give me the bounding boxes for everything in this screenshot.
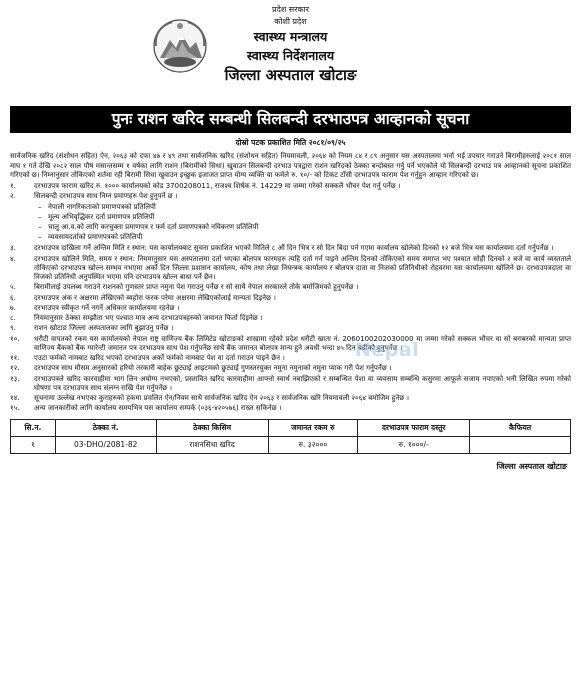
- item-text: राशन खोटाङ जिल्ला अस्पतालका लागि बुझाउनु पर्नेछ ।: [34, 324, 174, 333]
- item-text: दरभाउपत्र खोलिने मिति, समय र स्थान: नियमानुसार यस अस्पतालमा दर्ता भएका बोलपत्र फारमहरु त्यहि दर्ता गर्न पाइने अन्तिम दिनको तोकिएको समय समाप्त भए पश्चात सोही दिनको २ बजे वा कार्य व्यस्तताले तोकिएको दरभाउपत्र खोल्न सम्भव नभएमा अर्को दिन जिल्ला प्रशासन कार्यालय, कोष तथा लेखा नियन्त्रक कार्यालय र बोलपत्र दाता वा निजको प्रतिनिधीको रोहवरमा यस कार्यालयमा खोलिने छ। दरभाउपत्रदाता वा निजको प्रतिनिधी अनुपस्थित भएमा पनि दरभाउपत्र खोल्न बाधा पर्ने छैन।: [34, 254, 571, 282]
- signature-line: जिल्ला अस्पताल खोटाङ: [496, 462, 567, 472]
- required-documents-list: [34, 203, 571, 243]
- item-number: ४.: [10, 254, 16, 263]
- item-number: २.: [10, 192, 16, 201]
- sub-item: – नेपाली नागरिकताको प्रमाणपत्रको प्रतिलिपी: [38, 202, 156, 211]
- item-number: ६.: [10, 293, 16, 302]
- sub-item: – व्यवसायदर्ताको प्रमाणपत्रको प्रतिलिपी: [38, 233, 143, 242]
- column-header: ठेक्का नं.: [55, 420, 156, 437]
- table-cell: 03-DHO/2081-82: [55, 437, 156, 454]
- letterhead: [10, 4, 571, 104]
- ministry-name: स्वास्थ्य मन्त्रालय: [253, 29, 328, 45]
- sub-item: – मूल्य अभिवृद्धिकर दर्ता प्रमाणपत्र प्रतिलिपी: [38, 212, 155, 221]
- item-text: दरभाउपत्र साथ मौसम अनुसारको हरियो तरकारी बाहेक छुट्याई आइटमको छुट्याई गुणस्तरयुक्त नमुना नमुनाको नमुना प्याक गरी पेश गर्नुपर्नेछ ।: [34, 364, 392, 373]
- table-header-row: [11, 420, 571, 437]
- column-header: सि.न.: [11, 420, 56, 437]
- condition-item: [10, 244, 571, 253]
- item-number: ७.: [10, 303, 16, 312]
- item-text: नियमानुसार ठेक्का सम्झौता भए पश्चात मात्र अन्य दरभाउपत्रहरुको जमानत फिर्ता दिइनेछ ।: [34, 314, 263, 323]
- condition-item: [10, 354, 571, 363]
- column-header: कैफियत: [470, 420, 571, 437]
- column-header: दरभाउपत्र फाराम दस्तुर: [358, 420, 470, 437]
- item-text: दरभाउपत्रले खरिद कारवाहीमा भाग लिन अयोग्य नभएको, प्रस्तावित खरिद कारवाहीमा आफ्नो स्वार्थ नबाझिएको र सम्बन्धित पेशा वा व्यवसाय सम्बन्धि कसुरमा आफूले सजाय नपाएको भनी लिखित रुपमा गरेको घोषणा पत्र दरभाउपत्र साथ संलग्न राखि पेश गर्नुपर्नेछ ।: [34, 374, 571, 392]
- column-header: ठेक्का किसिम: [156, 420, 268, 437]
- condition-item: [10, 192, 571, 243]
- column-header: जमानत रकम रु: [268, 420, 358, 437]
- contract-table: [10, 419, 571, 454]
- condition-item: [10, 375, 571, 393]
- condition-item: [10, 335, 571, 353]
- sub-item: – चालु आ.व.को लागि करचुक्ता प्रमाणपत्र र फर्म दर्ता प्रमाणपत्रको नविकरण प्रतिलिपी: [38, 222, 259, 231]
- item-text: सिलबन्दी दरभाउपत्र साथ निम्न प्रमाणहरु पेश हुनुपर्ने छ ।: [34, 192, 178, 201]
- item-number: ९.: [10, 324, 16, 333]
- government-line: प्रदेश सरकार: [272, 5, 309, 14]
- item-number: ३.: [10, 244, 16, 253]
- item-text: दरभाउपत्र दाखिला गर्ने अन्तिम मिति र स्थान: यस कार्यालयबाट सुचना प्रकाशित भएको मितिले ८ औं दिन भित्र र सो दिन बिदा पर्न गएमा कार्यालय खोलेको दिनको १२ बजे भित्र यस कार्यालयमा दर्ता गर्नुपर्नेछ ।: [34, 244, 554, 253]
- intro-paragraph: सार्वजनिक खरिद (संशोधन सहित) ऐन, २०६३ को दफा ४७ र ४९ तथा सार्वजनिक खरिद (संशोधन सहित) नियमावली, २०६४ को नियम ८४ र ८९ अनुसार यस अस्पतालमा भर्ना भई उपचार गराउने बिरामीहरुलाई २०८१ साल माघ १ गते देखि २०८२ साल पौष मसान्तसम्म १ वर्षका लागि राशन (बिरामीको सिधा) खुवाउन सिलबन्दी दरभाउ पत्रद्वारा राशन खरिदको ठेक्का बन्दोबस्त गर्नु पर्ने भएकोले यो सिलबन्दी दरभाउ पत्र आव्हानको सूचना प्रकाशित गरिएको छ। निम्नानुसार तोकिएको शर्तमा रही बिरामी सिधा खुवाउन इच्छुक इजाजत प्राप्त योग्य व्यक्ति वा फर्मले रु. १०/- को टिकट टाँसी दरभाउपत्र फाराम पेश गर्नुहुन आव्हान गरिएको छ।: [10, 152, 571, 179]
- item-number: ५.: [10, 283, 16, 292]
- condition-item: [10, 182, 571, 191]
- item-number: ११.: [10, 354, 20, 363]
- condition-item: [10, 283, 571, 292]
- notice-title: पुनः राशन खरिद सम्बन्धी सिलबन्दी दरभाउपत्र आव्हानको सूचना: [10, 106, 571, 133]
- item-text: अन्य जानकारीको लागि कार्यालय समयभित्र यस कार्यालय सम्पर्क (०३६-४२०५७६) राख्न सकिनेछ ।: [34, 404, 282, 413]
- province-line: कोशी प्रदेश: [274, 16, 307, 26]
- item-number: १४.: [10, 393, 20, 402]
- watermark: Nepal: [355, 339, 420, 361]
- condition-item: [10, 314, 571, 323]
- item-text: सूचनामा उल्लेख नभएका कुराहरुको हकमा प्रचलित ऐन/नियम साथै सार्वजनिक खरिद ऐन २०६३ र सार्वजनिक खरि नियमावली २०६४ बमोजिम हुनेछ ।: [34, 393, 409, 402]
- hospital-name: जिल्ला अस्पताल खोटाङ: [224, 66, 357, 85]
- department-name: स्वास्थ्य निर्देशनालय: [246, 47, 335, 63]
- condition-item: [10, 324, 571, 333]
- item-text: दरभाउपत्र स्वीकृत गर्ने नगर्ने अधिकार कार्यालयमा रहनेछ ।: [34, 303, 180, 312]
- condition-item: [10, 255, 571, 283]
- table-cell: १: [11, 437, 56, 454]
- table-row: [11, 437, 571, 454]
- condition-item: [10, 404, 571, 413]
- item-text: बिरामीलाई उपलब्ध गराउने राशनको गुणस्तर प्राप्त नमुना पेश गराउनु पर्नेछ र सो साथै नेपाल सरकारले तोके बमोजिमको हुनुपर्नेछ ।: [34, 283, 359, 292]
- publish-date: दोस्रो पटक प्रकाशित मिति २०८१/०९/२५: [235, 138, 346, 148]
- condition-item: [10, 304, 571, 313]
- item-number: १०.: [10, 334, 20, 343]
- item-text: एउटा फर्मको नामबाट खरिद भएको दरभाउपत्र अर्को फर्मको नामबाट पेश वा दर्ता गराउन पाइने छैन ।: [34, 354, 285, 363]
- item-text: धरौटी वापतको रकम यस कार्यालयको नेपाल राष्ट्र वाणिज्य बैंक लिमिटेड खोटाङको शाखामा रहेको प्रदेश धरौटी खाता नं. 2060100202030000 मा जम्मा गरेको सक्कल भौचर वा सो बराबरको मान्यता प्राप्त वाणिज्य बैंकको बैंक ग्यारेन्टी जमानत पत्र दरभाउपत्र साथ पेश गर्नुपर्नेछ साथै बैंक जमानत बोलपत्र मान्य हुने अवधी भन्दा ४५ दिन बढीको हुनुपर्नेछ ।: [34, 334, 571, 352]
- table-cell: रु. ३२०००: [268, 437, 358, 454]
- table-cell: रु. १०००/-: [358, 437, 470, 454]
- condition-item: [10, 294, 571, 303]
- condition-item: [10, 364, 571, 373]
- item-number: १२.: [10, 364, 20, 373]
- conditions-list: [10, 182, 571, 413]
- item-text: दरभाउपत्र फाराम खरिद रु. १००० कार्यालयको कोड 3700208011, राजश्व शिर्षक नं. 14229 मा जम्मा गरेको सक्कलै भौचर पेश गर्नु पर्नेछ ।: [34, 182, 401, 191]
- nepal-emblem-icon: [152, 18, 208, 74]
- item-number: १.: [10, 182, 16, 191]
- item-number: ८.: [10, 314, 16, 323]
- table-cell: [470, 437, 571, 454]
- condition-item: [10, 394, 571, 403]
- table-cell: राशनसिधा खरिद: [156, 437, 268, 454]
- item-number: १५.: [10, 404, 20, 413]
- item-number: १३.: [10, 374, 20, 383]
- item-text: दरभाउपत्र अंक र अक्षरमा लेखिएको ब्यहोरा फरक परेमा अक्षरमा लेखिएकोलाई मान्यता दिइनेछ ।: [34, 293, 276, 302]
